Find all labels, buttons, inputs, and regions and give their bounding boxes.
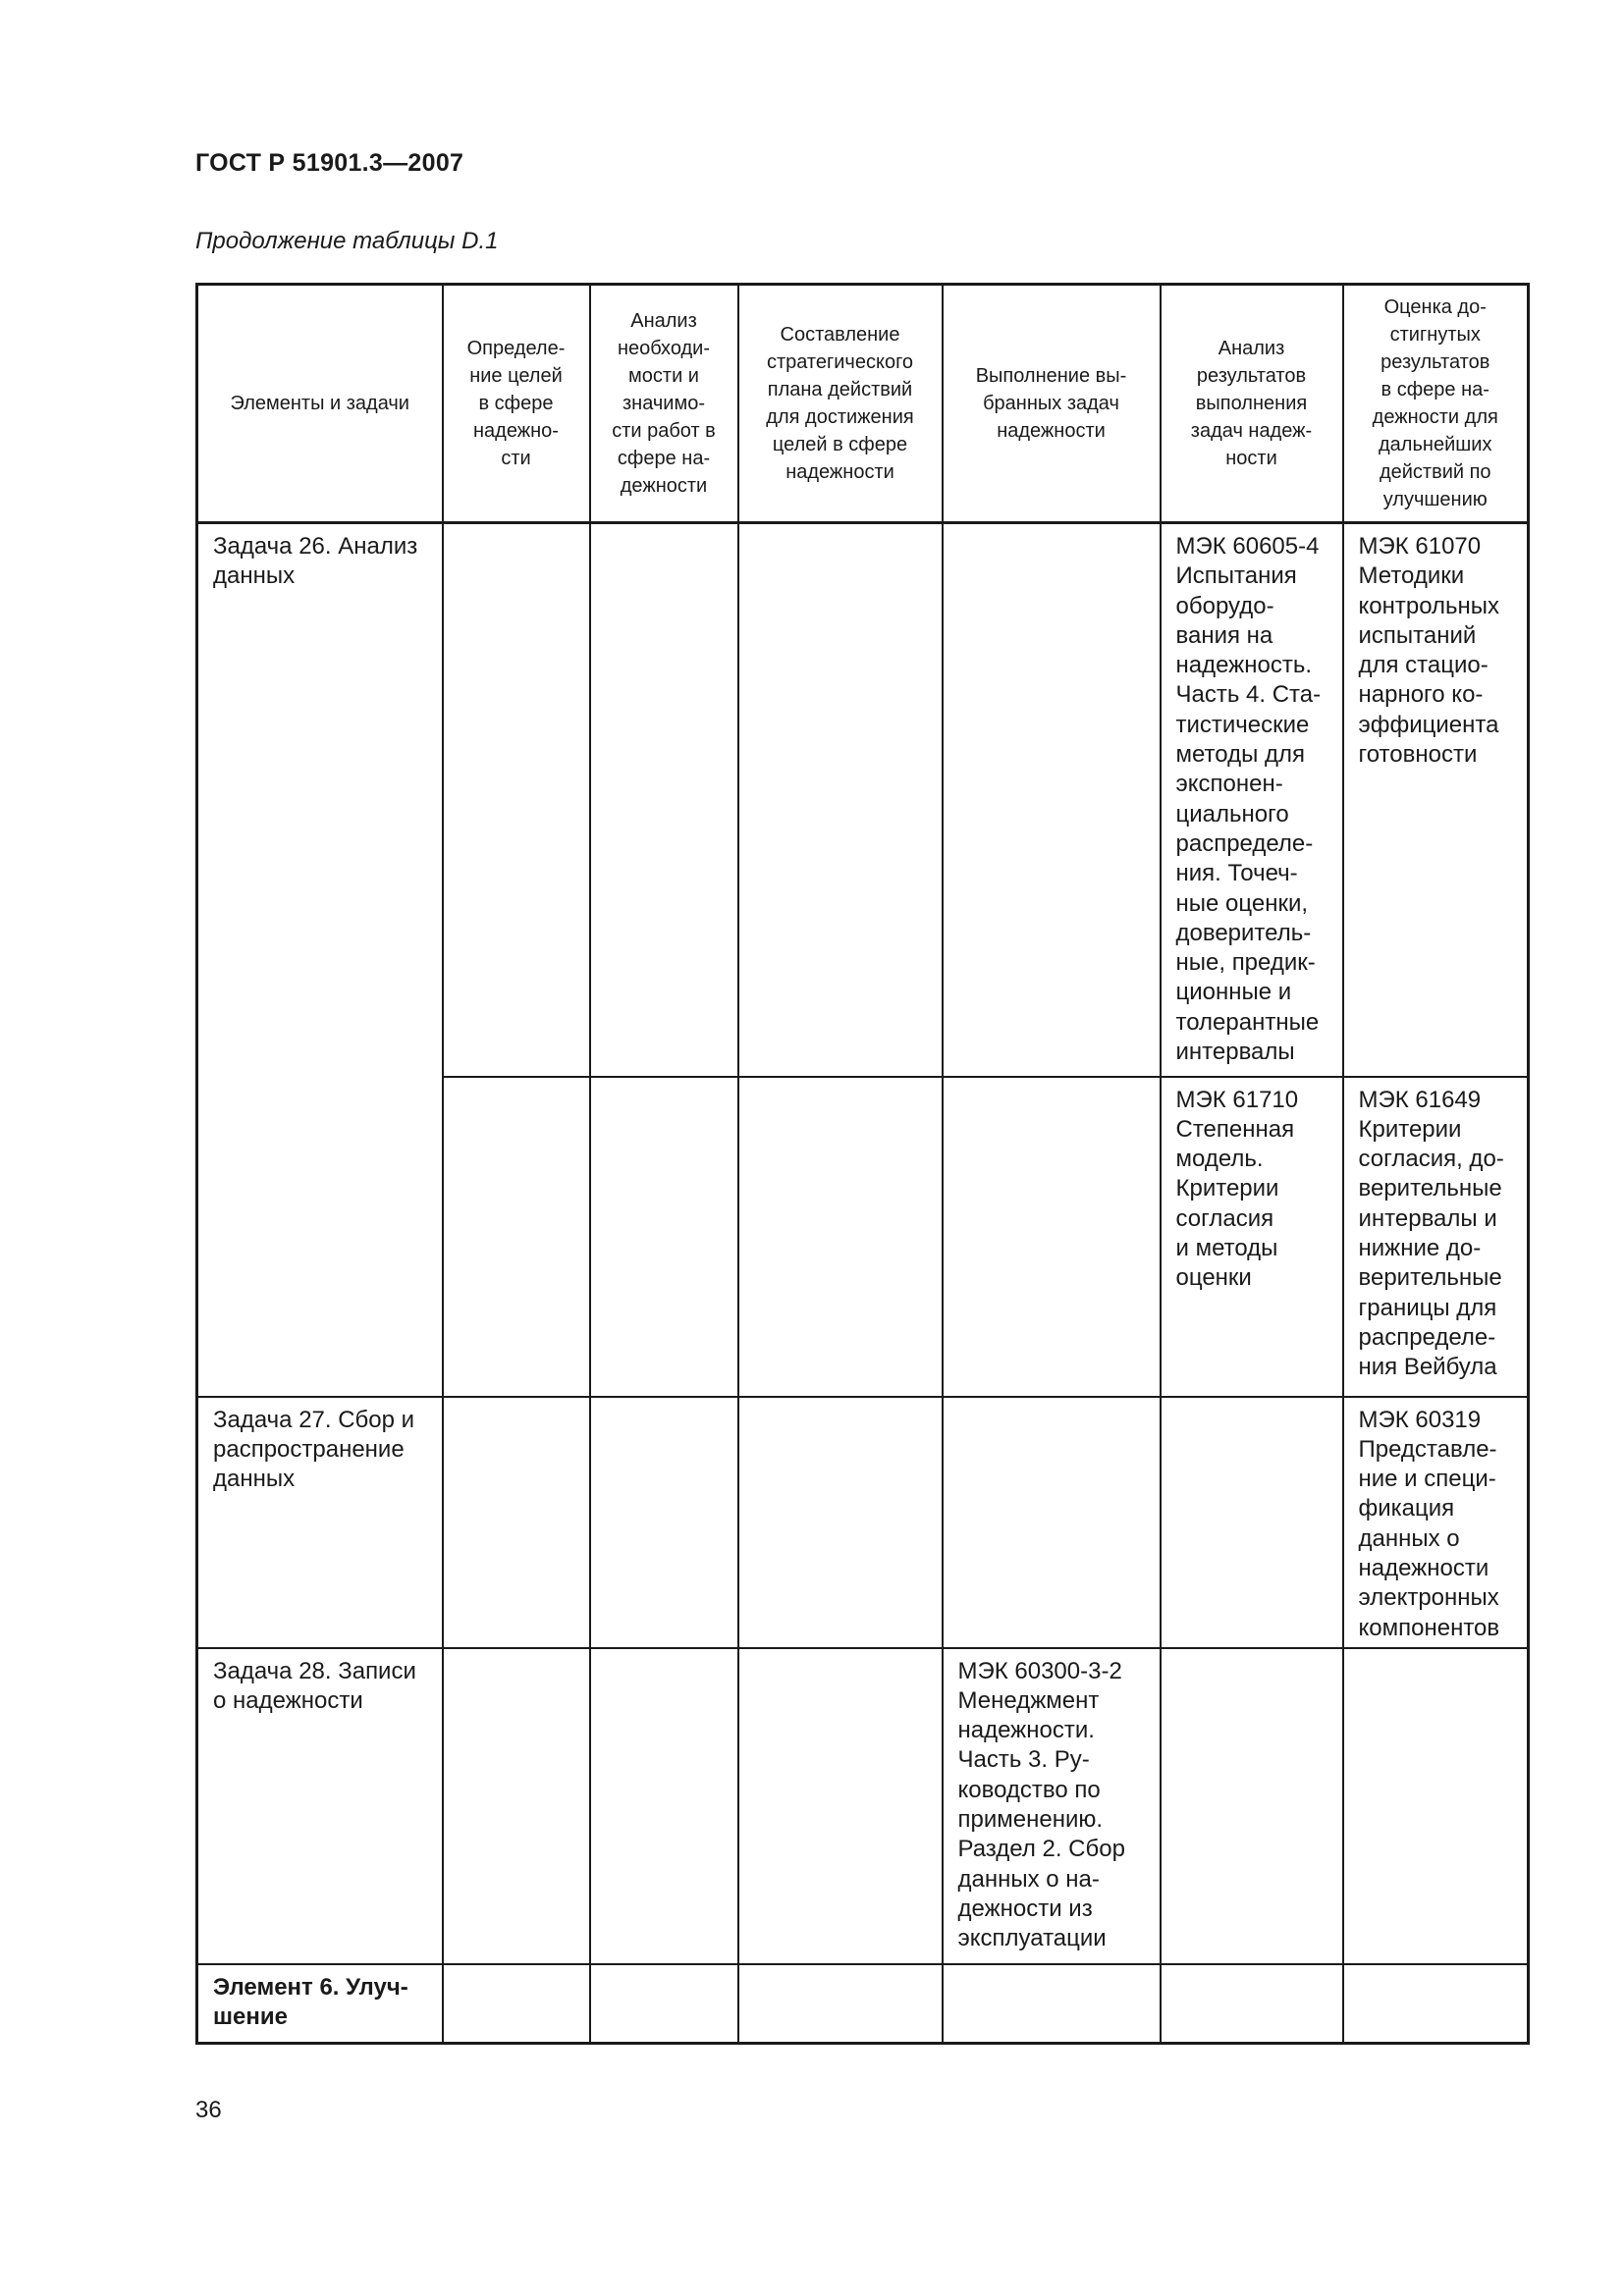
column-header-task-execution: Выполнение вы- бранных задач надежности bbox=[943, 285, 1161, 523]
column-header-needs-analysis: Анализ необходи- мости и значимо- сти работ в сфере на- дежности bbox=[590, 285, 738, 523]
table-cell bbox=[443, 1964, 590, 2044]
row-element-label: Задача 28. Записи о надежности bbox=[197, 1648, 443, 1964]
table-cell bbox=[443, 1397, 590, 1648]
table-cell bbox=[1161, 1964, 1343, 2044]
table-cell bbox=[738, 1648, 943, 1964]
table-cell bbox=[1161, 1397, 1343, 1648]
row-element-label: Задача 26. Анализ данных bbox=[197, 523, 443, 1397]
table-row bbox=[197, 1964, 1529, 2044]
column-header-elements: Элементы и задачи bbox=[197, 285, 443, 523]
document-code: ГОСТ Р 51901.3—2007 bbox=[195, 149, 464, 177]
table-cell: МЭК 61070 Методики контрольных испытаний для стацио- нарного ко- эффициента готовности bbox=[1343, 523, 1529, 1077]
table-cell: МЭК 61710 Степенная модель. Критерии согласия и методы оценки bbox=[1161, 1077, 1343, 1397]
column-header-strategic-plan: Составление стратегического плана действий для достижения целей в сфере надежности bbox=[738, 285, 943, 523]
table-cell bbox=[590, 1077, 738, 1397]
table-header-row bbox=[197, 285, 1529, 523]
row-element-label: Элемент 6. Улуч- шение bbox=[197, 1964, 443, 2044]
table-cell bbox=[590, 1397, 738, 1648]
table-cell: МЭК 60300-3-2 Менеджмент надежности. Часть 3. Ру- ководство по применению. Раздел 2. Сбор данных о на- дежности из эксплуатации bbox=[943, 1648, 1161, 1964]
table-cell bbox=[943, 1077, 1161, 1397]
table-row bbox=[197, 1648, 1529, 1964]
page-number: 36 bbox=[195, 2097, 222, 2123]
table-cell bbox=[1161, 1648, 1343, 1964]
table-cell: МЭК 61649 Критерии согласия, до- верительные интервалы и нижние до- верительные границы для распределе- ния Вейбула bbox=[1343, 1077, 1529, 1397]
standards-table bbox=[195, 283, 1530, 2045]
table-cell bbox=[738, 1077, 943, 1397]
column-header-results-analysis: Анализ результатов выполнения задач надеж- ности bbox=[1161, 285, 1343, 523]
table-cell bbox=[1343, 1964, 1529, 2044]
row-element-label: Задача 27. Сбор и распространение данных bbox=[197, 1397, 443, 1648]
table-cell bbox=[590, 523, 738, 1077]
table-cell bbox=[443, 1077, 590, 1397]
table-cell bbox=[443, 1648, 590, 1964]
table-cell bbox=[443, 523, 590, 1077]
table-cell bbox=[943, 1964, 1161, 2044]
table-cell: МЭК 60605-4 Испытания оборудо- вания на надежность. Часть 4. Ста- тистические методы для экспонен- циального распределе- ния. Точеч- ные оценки, доверитель- ные, предик- ционные и толерантные интервалы bbox=[1161, 523, 1343, 1077]
table-caption: Продолжение таблицы D.1 bbox=[195, 228, 499, 254]
table-cell bbox=[738, 523, 943, 1077]
table-cell: МЭК 60319 Представле- ние и специ- фикация данных о надежности электронных компонентов bbox=[1343, 1397, 1529, 1648]
table-row bbox=[197, 523, 1529, 1077]
table-cell bbox=[590, 1648, 738, 1964]
table-cell bbox=[943, 523, 1161, 1077]
table-cell bbox=[738, 1397, 943, 1648]
column-header-assessment: Оценка до- стигнутых результатов в сфере на- дежности для дальнейших действий по улучшению bbox=[1343, 285, 1529, 523]
table-cell bbox=[738, 1964, 943, 2044]
table-cell bbox=[590, 1964, 738, 2044]
column-header-goals: Определе- ние целей в сфере надежно- сти bbox=[443, 285, 590, 523]
table-row bbox=[197, 1397, 1529, 1648]
table-cell bbox=[1343, 1648, 1529, 1964]
table-cell bbox=[943, 1397, 1161, 1648]
